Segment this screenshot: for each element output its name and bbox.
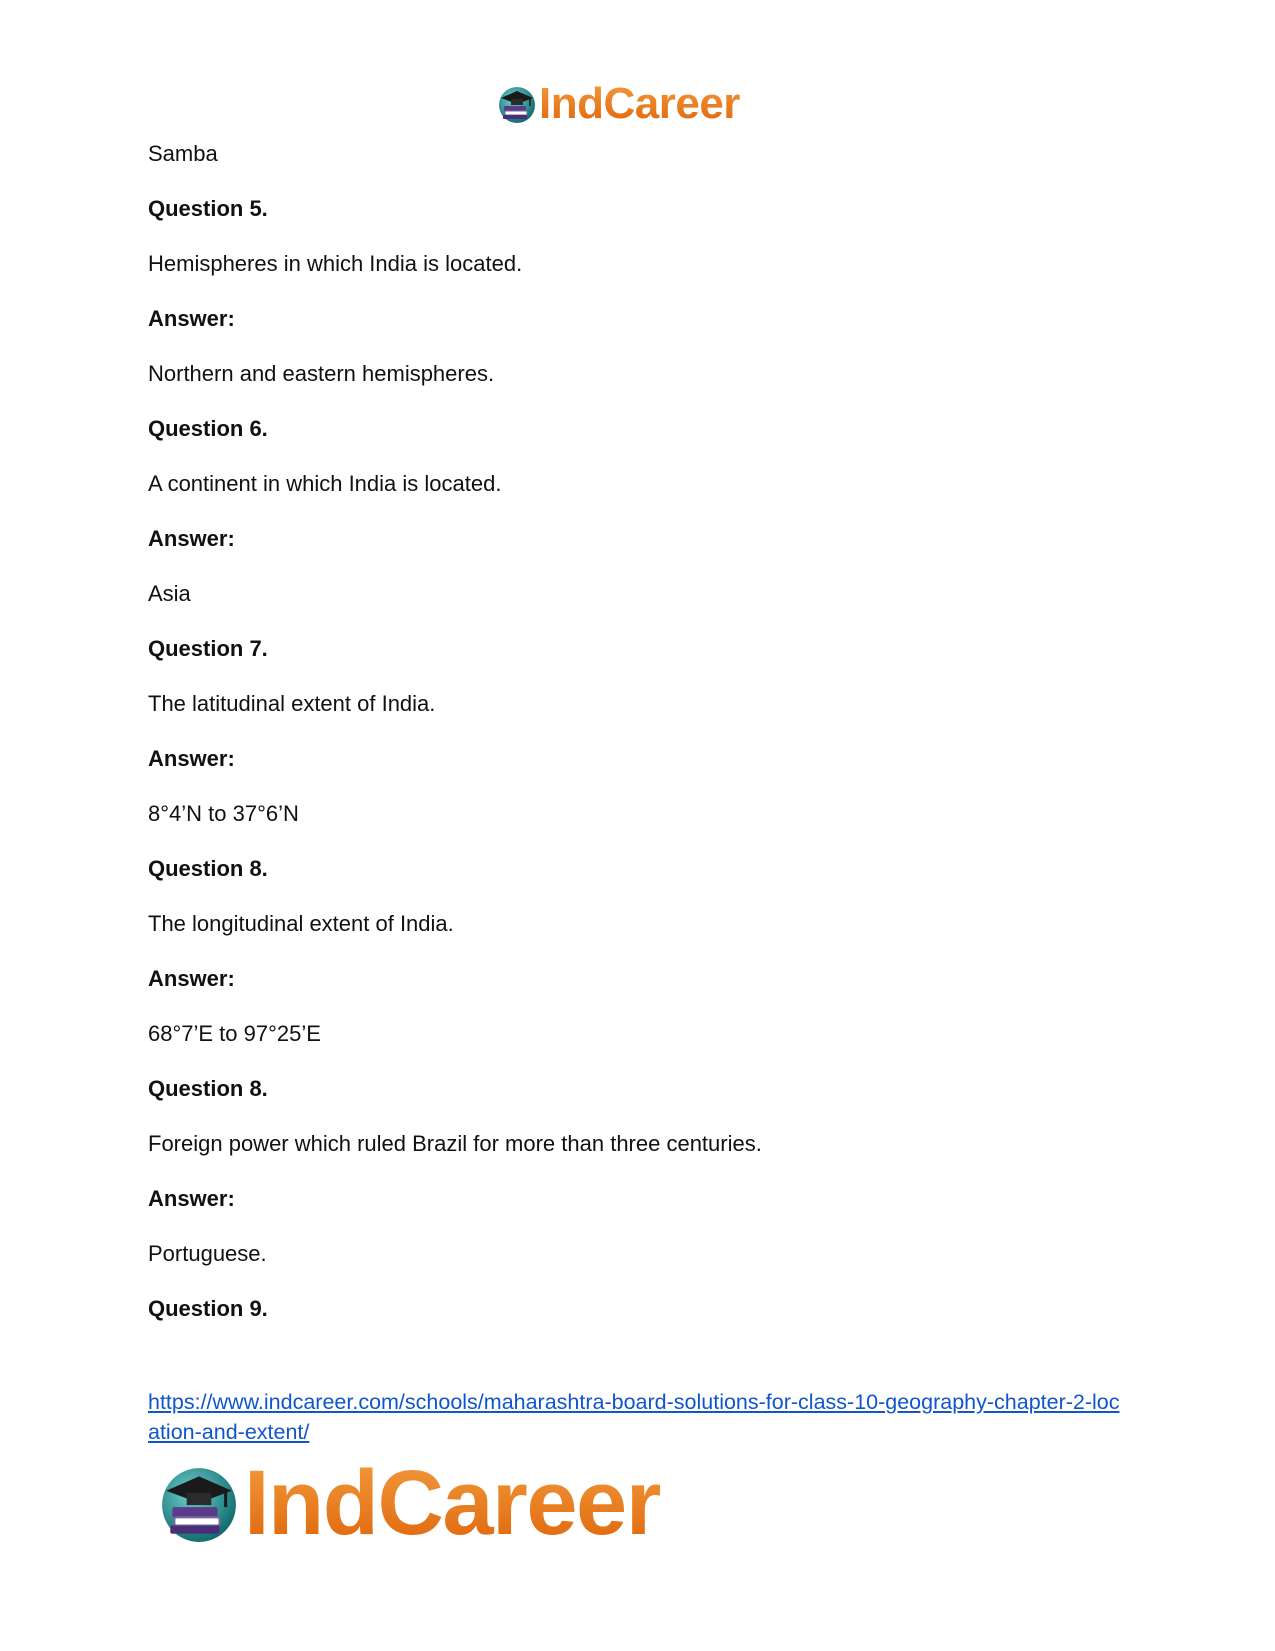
answer-label: Answer: <box>148 1186 235 1211</box>
question-text: Foreign power which ruled Brazil for more than three centuries. <box>148 1131 762 1156</box>
question-text: A continent in which India is located. <box>148 471 502 496</box>
footer-logo-text: IndCareer <box>244 1452 660 1554</box>
qa-content <box>148 141 1128 1351</box>
question-heading: Question 7. <box>148 636 268 661</box>
footer-logo <box>158 1452 660 1554</box>
answer-text: 8°4’N to 37°6’N <box>148 801 299 826</box>
answer-text: Asia <box>148 581 191 606</box>
question-text: The latitudinal extent of India. <box>148 691 436 716</box>
graduation-cap-books-globe-icon <box>158 1462 240 1544</box>
header-logo <box>497 80 740 128</box>
answer-label: Answer: <box>148 526 235 551</box>
answer-label: Answer: <box>148 306 235 331</box>
question-text: Hemispheres in which India is located. <box>148 251 523 276</box>
question-heading: Question 6. <box>148 416 268 441</box>
answer-text: Northern and eastern hemispheres. <box>148 361 495 386</box>
question-heading: Question 9. <box>148 1296 268 1321</box>
answer-text: Portuguese. <box>148 1241 267 1266</box>
header-logo-text: IndCareer <box>539 79 740 128</box>
source-url-link[interactable]: https://www.indcareer.com/schools/maharashtra-board-solutions-for-class-10-geography-chapter-2-location-and-extent/ <box>148 1390 1120 1444</box>
answer-label: Answer: <box>148 966 235 991</box>
graduation-cap-books-globe-icon <box>497 84 537 124</box>
answer-text: 68°7’E to 97°25’E <box>148 1021 321 1046</box>
question-text: The longitudinal extent of India. <box>148 911 454 936</box>
question-heading: Question 5. <box>148 196 268 221</box>
question-heading: Question 8. <box>148 1076 268 1101</box>
body-text: Samba <box>148 141 218 166</box>
question-heading: Question 8. <box>148 856 268 881</box>
answer-label: Answer: <box>148 746 235 771</box>
